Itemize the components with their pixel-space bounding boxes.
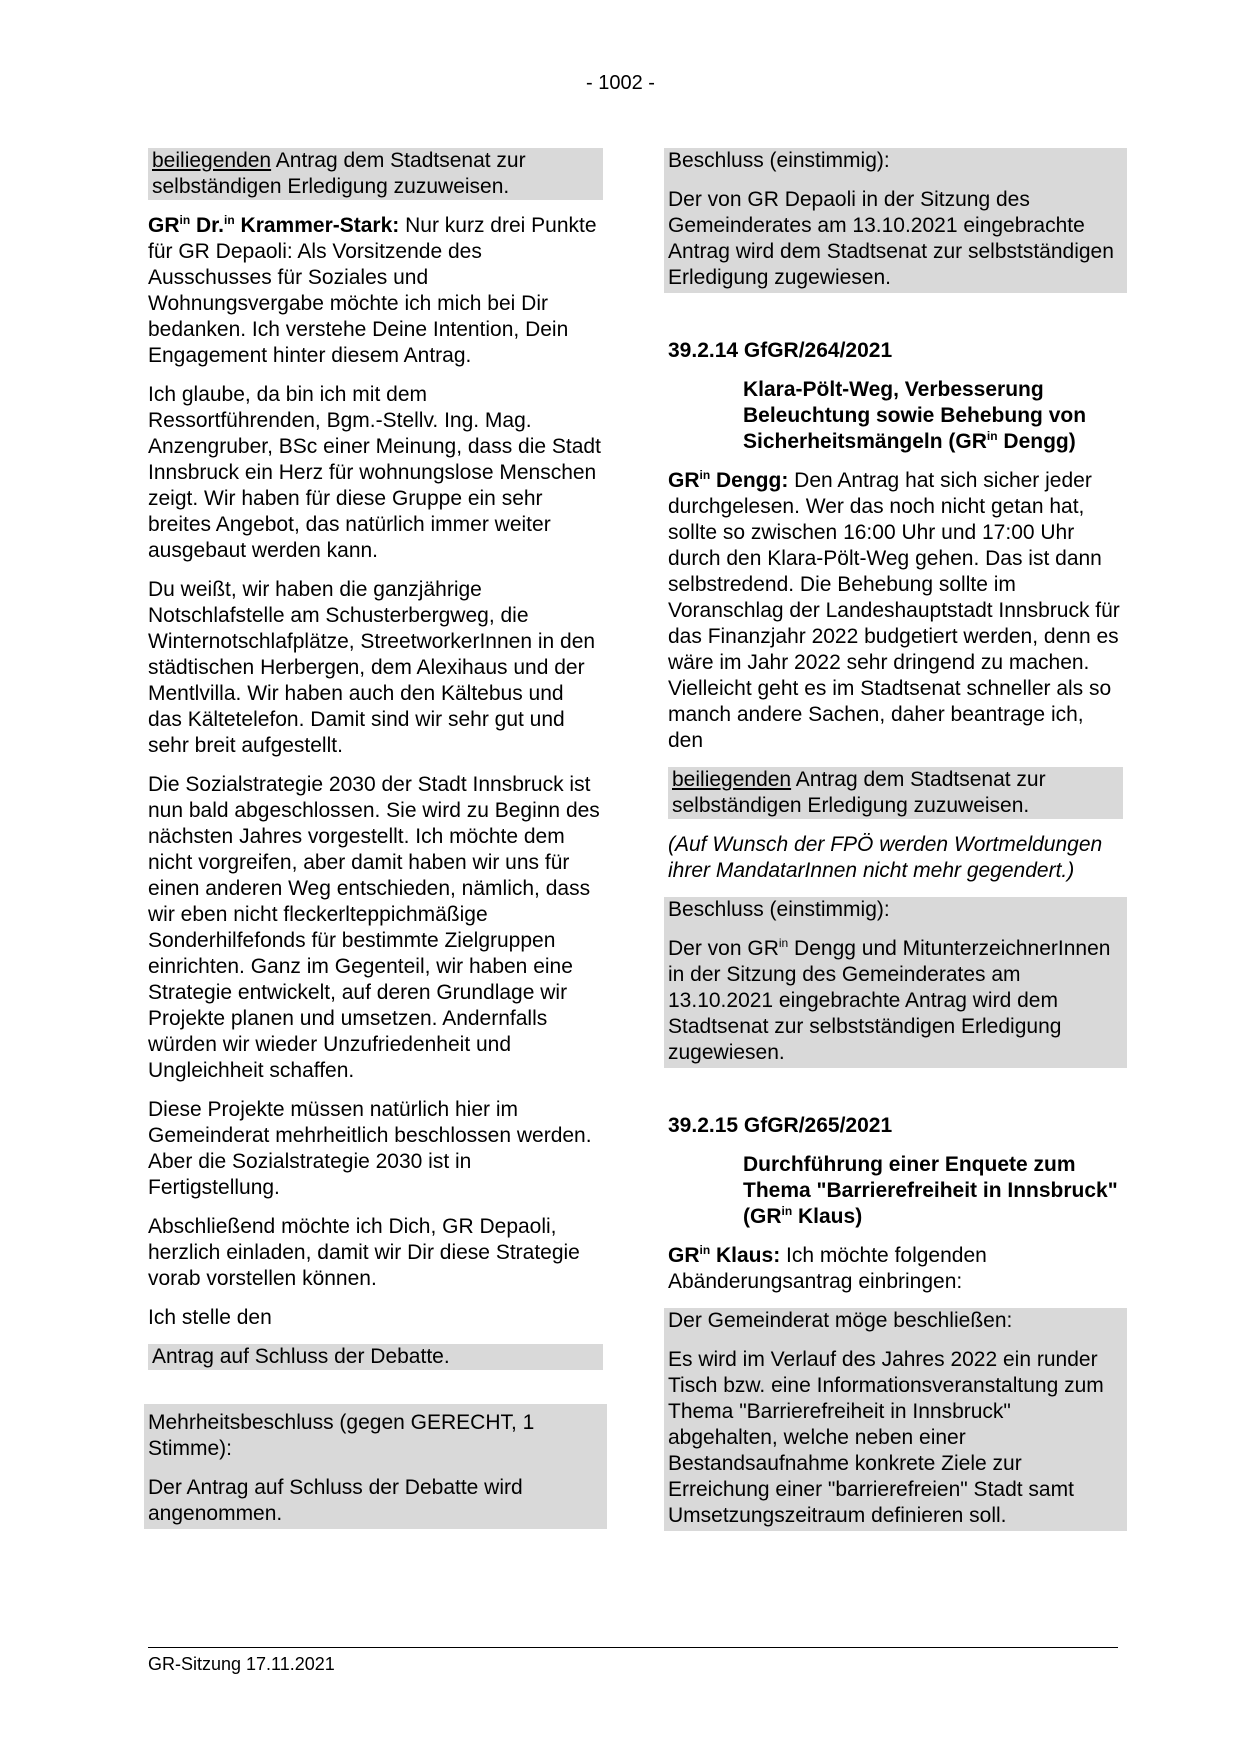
page-number: - 1002 - [586, 72, 655, 94]
paragraph: Die Sozialstrategie 2030 der Stadt Innsbruck ist nun bald abgeschlossen. Sie wird zu Beginn des nächsten Jahres vorgestellt. Ich möchte dem nicht vorgreifen, aber damit haben wir uns für einen anderen Weg entschieden, nämlich, dass wir eben nicht fleckerlteppichmäßige Sonderhilfefonds für bestimmte Zielgruppen einrichten. Ganz im Gegenteil, wir haben eine Strategie entwickelt, auf deren Grundlage wir Projekte planen und umsetzen. Andernfalls würden wir wieder Unzufriedenheit und Ungleichheit schaffen. [148, 773, 600, 1082]
paragraph: Abschließend möchte ich Dich, GR Depaoli, herzlich einladen, damit wir Dir diese Strategie vorab vorstellen können. [148, 1215, 580, 1290]
paragraph: Diese Projekte müssen natürlich hier im Gemeinderat mehrheitlich beschlossen werden. Aber die Sozialstrategie 2030 ist in Fertigstellung. [148, 1098, 592, 1199]
paragraph: Du weißt, wir haben die ganzjährige Notschlafstelle am Schusterbergweg, die Winternotschlafplätze, StreetworkerInnen in den städtischen Herbergen, dem Alexihaus und der Mentlvilla. Wir haben auch den Kältebus und das Kältetelefon. Damit sind wir sehr gut und sehr breit aufgestellt. [148, 578, 596, 757]
section-subheading: Durchführung einer Enquete zum Thema "Barrierefreiheit in Innsbruck" ($GR^{in}$ Klaus) [743, 1153, 1118, 1228]
editorial-note: (Auf Wunsch der FPÖ werden Wortmeldungen ihrer MandatarInnen nicht mehr gegendert.) [668, 833, 1103, 882]
motion-text: Es wird im Verlauf des Jahres 2022 ein runder Tisch bzw. eine Informationsveranstaltung zum Thema "Barrierefreiheit in Innsbruck" abgehalten, welche neben einer Bestandsaufnahme konkrete Ziele zur Erreichung einer "barrierefreien" Stadt samt Umsetzungszeitraum definieren soll. [668, 1348, 1104, 1527]
paragraph-referral: beiliegenden Antrag dem Stadtsenat zur selbständigen Erledigung zuzuweisen. [668, 767, 1123, 819]
resolution-text: Der von $GR^{in}$ Dengg und MitunterzeichnerInnen in der Sitzung des Gemeinderates am 13.10.2021 eingebrachte Antrag wird dem Stadtsenat zur selbstständigen Erledigung zugewiesen. [668, 936, 1111, 1064]
resolution-box [664, 897, 1127, 1068]
speaker-name: $GR^{in}$ Dengg: [668, 468, 789, 492]
motion-box: Antrag auf Schluss der Debatte. [148, 1344, 603, 1370]
paragraph: Ich stelle den [148, 1306, 272, 1329]
resolution-text: Der von GR Depaoli in der Sitzung des Gemeinderates am 13.10.2021 eingebrachte Antrag wird dem Stadtsenat zur selbstständigen Erledigung zugewiesen. [668, 188, 1114, 289]
resolution-text: Der Antrag auf Schluss der Debatte wird angenommen. [148, 1476, 523, 1525]
speech-klaus: $GR^{in}$ Klaus: Ich möchte folgenden Abänderungsantrag einbringen: [668, 1243, 987, 1293]
section-heading: 39.2.15 GfGR/265/2021 [668, 1114, 893, 1137]
resolution-title: Mehrheitsbeschluss (gegen GERECHT, 1 Stimme): [148, 1411, 535, 1460]
speech-krammer-stark: $GR^{in}$ Dr.$^{in}$ Krammer-Stark: Nur kurz drei Punkte für GR Depaoli: Als Vorsitzende des Ausschusses für Soziales und Wohnungsvergabe möchte ich mich bei Dir bedanken. Ich verstehe Deine Intention, Dein Engagement hinter diesem Antrag. [148, 213, 597, 367]
paragraph: Ich glaube, da bin ich mit dem Ressortführenden, Bgm.-Stellv. Ing. Mag. Anzengruber, BSc einer Meinung, dass die Stadt Innsbruck ein Herz für wohnungslose Menschen zeigt. Wir haben für diese Gruppe ein sehr breites Angebot, das natürlich immer weiter ausgebaut werden kann. [148, 383, 601, 562]
resolution-title: Beschluss (einstimmig): [668, 149, 890, 172]
footer-text: GR-Sitzung 17.11.2021 [148, 1654, 335, 1674]
resolution-title: Beschluss (einstimmig): [668, 898, 890, 921]
resolution-box [144, 1404, 607, 1529]
section-subheading: Klara-Pölt-Weg, Verbesserung Beleuchtung sowie Behebung von Sicherheitsmängeln ($GR^{in}$ Dengg) [743, 378, 1087, 453]
motion-title: Der Gemeinderat möge beschließen: [668, 1309, 1013, 1332]
left-column [148, 148, 603, 1529]
right-column [668, 148, 1123, 1531]
speaker-name: $GR^{in}$ Dr.$^{in}$ Krammer-Stark: [148, 213, 400, 237]
paragraph-referral: beiliegenden Antrag dem Stadtsenat zur selbständigen Erledigung zuzuweisen. [148, 148, 603, 200]
underlined-word: beiliegenden [152, 149, 272, 172]
speech-dengg: $GR^{in}$ Dengg: Den Antrag hat sich sicher jeder durchgelesen. Wer das noch nicht getan hat, sollte so zwischen 16:00 Uhr und 17:00 Uhr durch den Klara-Pölt-Weg gehen. Das ist dann selbstredend. Die Behebung sollte im Voranschlag der Landeshauptstadt Innsbruck für das Finanzjahr 2022 budgetiert werden, denn es wäre im Jahr 2022 sehr dringend zu machen. Vielleicht geht es im Stadtsenat schneller als so manch andere Sachen, daher beantrage ich, den [668, 468, 1120, 752]
speaker-name: $GR^{in}$ Klaus: [668, 1243, 781, 1267]
motion-box [664, 1308, 1127, 1531]
resolution-box [664, 148, 1127, 293]
underlined-word: beiliegenden [672, 768, 792, 791]
section-heading: 39.2.14 GfGR/264/2021 [668, 339, 893, 362]
footer-divider [148, 1647, 1118, 1648]
